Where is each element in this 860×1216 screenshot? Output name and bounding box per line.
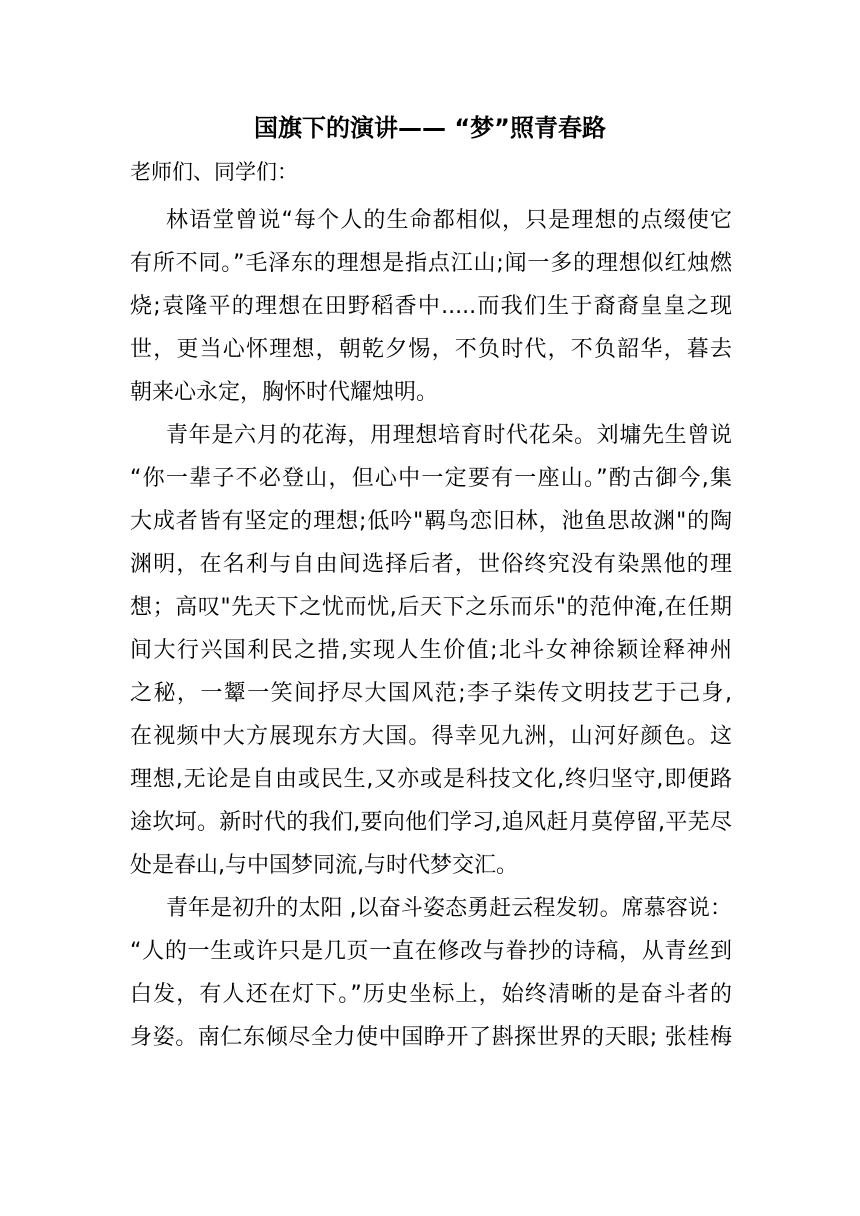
- text-line: 烧;袁隆平的理想在田野稻香中.....而我们生于裔裔皇皇之现: [130, 294, 732, 319]
- text-line: 朝来心永定，胸怀时代耀烛明。: [130, 380, 439, 405]
- salutation: 老师们、同学们：: [130, 160, 298, 184]
- paragraph-3: [130, 887, 732, 1059]
- text-line: 大成者皆有坚定的理想;低吟"羁鸟恋旧林，池鱼思故渊"的陶: [130, 509, 732, 534]
- text-line: 处是春山,与中国梦同流,与时代梦交汇。: [130, 853, 518, 878]
- text-line: “人的一生或许只是几页一直在修改与眷抄的诗稿，从青丝到: [130, 939, 732, 964]
- text-line: 白发，有人还在灯下。”历史坐标上，始终清晰的是奋斗者的: [130, 982, 732, 1007]
- text-line: “你一辈子不必登山，但心中一定要有一座山。”酌古御今,集: [130, 466, 732, 491]
- paragraph-1: [130, 199, 732, 414]
- document-title: 国旗下的演讲—— “梦”照青春路: [254, 114, 606, 142]
- text-line: 渊明，在名利与自由间选择后者，世俗终究没有染黑他的理: [130, 552, 732, 577]
- text-line: 途坎坷。新时代的我们,要向他们学习,追风赶月莫停留,平芜尽: [130, 810, 732, 835]
- text-line: 世，更当心怀理想，朝乾夕惕，不负时代，不负韶华，暮去: [130, 337, 732, 362]
- text-line: 青年是六月的花海，用理想培育时代花朵。刘墉先生曾说: [166, 423, 732, 448]
- text-line: 有所不同。”毛泽东的理想是指点江山;闻一多的理想似红烛燃: [130, 251, 732, 276]
- document-body: [130, 199, 732, 1059]
- text-line: 间大行兴国利民之措,实现人生价值;北斗女神徐颖诠释神州: [130, 638, 732, 663]
- text-line: 身姿。南仁东倾尽全力使中国睁开了斟探世界的天眼; 张桂梅: [130, 1025, 732, 1050]
- text-line: 想；高叹"先天下之忧而忧,后天下之乐而乐"的范仲淹,在任期: [130, 595, 732, 620]
- text-line: 林语堂曾说“每个人的生命都相似，只是理想的点缀使它: [166, 208, 732, 233]
- text-line: 之秘，一颦一笑间抒尽大国风范;李子柒传文明技艺于己身,: [130, 681, 732, 706]
- paragraph-2: [130, 414, 732, 887]
- text-line: 青年是初升的太阳 ,以奋斗姿态勇赶云程发轫。席慕容说：: [166, 896, 732, 921]
- text-line: 理想,无论是自由或民生,又亦或是科技文化,终归坚守,即便路: [130, 767, 732, 792]
- text-line: 在视频中大方展现东方大国。得幸见九洲，山河好颜色。这: [130, 724, 732, 749]
